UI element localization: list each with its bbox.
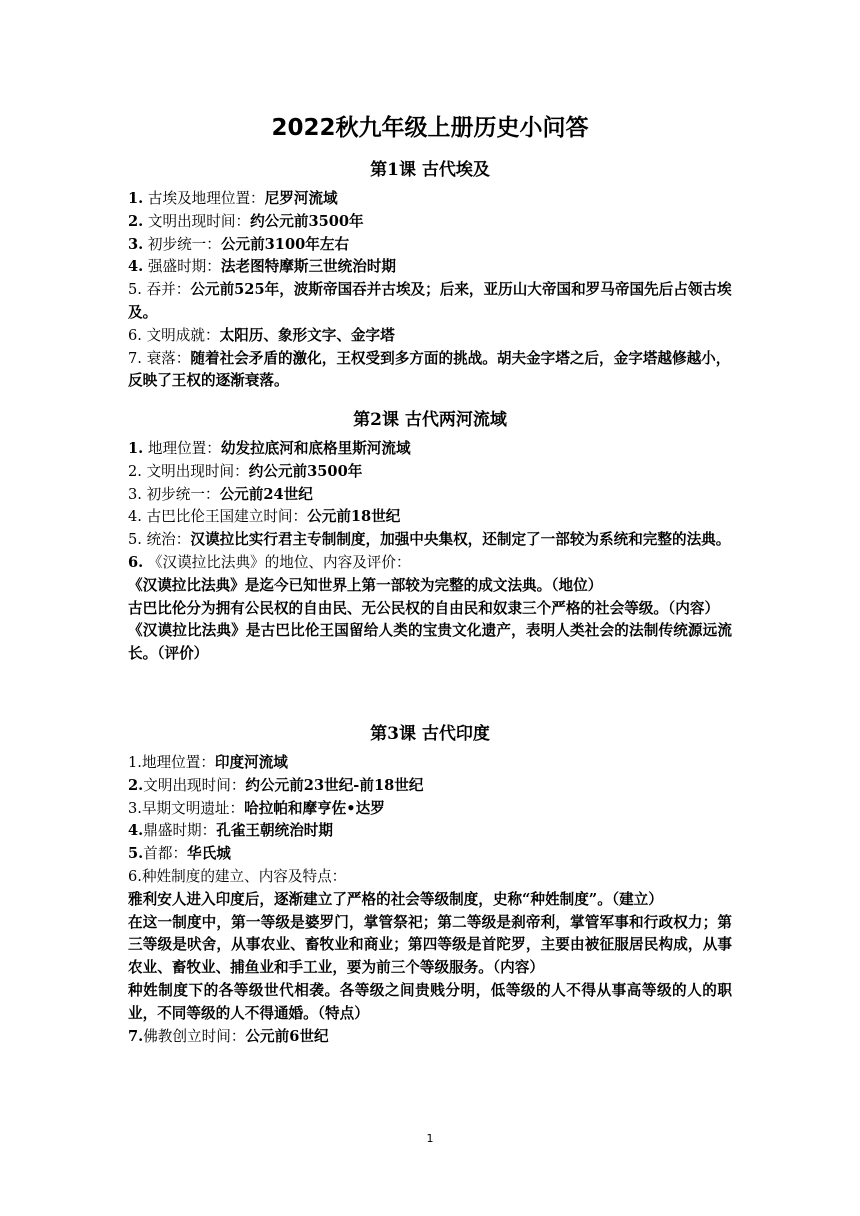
lesson-1: [128, 158, 732, 393]
list-item: 6. 文明成就：太阳历、象形文字、金字塔: [128, 326, 395, 344]
list-item: 5. 吞并：公元前525年，波斯帝国吞并古埃及；后来，亚历山大帝国和罗马帝国先后占领古埃及。: [128, 281, 732, 321]
list-item: 1.地理位置：印度河流域: [128, 754, 288, 771]
list-item: 2. 文明出现时间：约公元前3500年: [128, 212, 364, 230]
list-item: 1. 地理位置：幼发拉底河和底格里斯河流域: [128, 440, 411, 457]
list-item: 6. 《汉谟拉比法典》的地位、内容及评价：: [128, 553, 411, 571]
paragraph: 在这一制度中，第一等级是婆罗门，掌管祭祀；第二等级是刹帝利，掌管军事和行政权力；第三等级是吠舍，从事农业、畜牧业和商业；第四等级是首陀罗，主要由被征服居民构成，从事农业、畜牧业、捕鱼业和手工业，要为前三个等级服务。（内容）: [128, 913, 732, 977]
lesson-heading: 第3课 古代印度: [370, 724, 490, 744]
list-item: 5.首都：华氏城: [128, 845, 231, 863]
list-item: 4. 强盛时期：法老图特摩斯三世统治时期: [128, 258, 397, 276]
list-item: 4. 古巴比伦王国建立时间：公元前18世纪: [128, 508, 401, 526]
list-item: 7. 衰落：随着社会矛盾的激化，王权受到多方面的挑战。胡夫金字塔之后，金字塔越修越小，反映了王权的逐渐衰落。: [128, 349, 731, 390]
paragraph: 古巴比伦分为拥有公民权的自由民、无公民权的自由民和奴隶三个严格的社会等级。（内容）: [128, 599, 720, 617]
lesson-heading: 第2课 古代两河流域: [353, 410, 507, 430]
lesson-heading: 第1课 古代埃及: [370, 160, 490, 180]
page-number: 1: [426, 1132, 434, 1145]
list-item: 3. 初步统一：公元前24世纪: [128, 485, 313, 503]
lesson-2: [128, 408, 732, 666]
list-item: 7.佛教创立时间：公元前6世纪: [128, 1027, 329, 1045]
list-item: 4.鼎盛时期：孔雀王朝统治时期: [128, 822, 333, 840]
document-title: 2022秋九年级上册历史小问答: [271, 115, 589, 141]
list-item: 3. 初步统一：公元前3100年左右: [128, 235, 350, 253]
paragraph: 《汉谟拉比法典》是古巴比伦王国留给人类的宝贵文化遗产，表明人类社会的法制传统源远流长。（评价）: [128, 622, 732, 663]
list-item: 6.种姓制度的建立、内容及特点：: [128, 867, 347, 885]
paragraph: 《汉谟拉比法典》是迄今已知世界上第一部较为完整的成文法典。（地位）: [128, 576, 603, 594]
list-item: 3.早期文明遗址：哈拉帕和摩亨佐•达罗: [128, 799, 385, 817]
list-item: 2. 文明出现时间：约公元前3500年: [128, 462, 363, 480]
paragraph: 雅利安人进入印度后，逐渐建立了严格的社会等级制度，史称“种姓制度”。（建立）: [128, 890, 663, 908]
list-item: 5. 统治：汉谟拉比实行君主专制制度，加强中央集权，还制定了一部较为系统和完整的法典。: [128, 531, 731, 549]
list-item: 2.文明出现时间：约公元前23世纪-前18世纪: [128, 776, 424, 794]
paragraph: 种姓制度下的各等级世代相袭。各等级之间贵贱分明，低等级的人不得从事高等级的人的职业，不同等级的人不得通婚。（特点）: [128, 981, 732, 1022]
list-item: 1. 古埃及地理位置：尼罗河流域: [128, 190, 338, 207]
lesson-3: [128, 722, 732, 1048]
